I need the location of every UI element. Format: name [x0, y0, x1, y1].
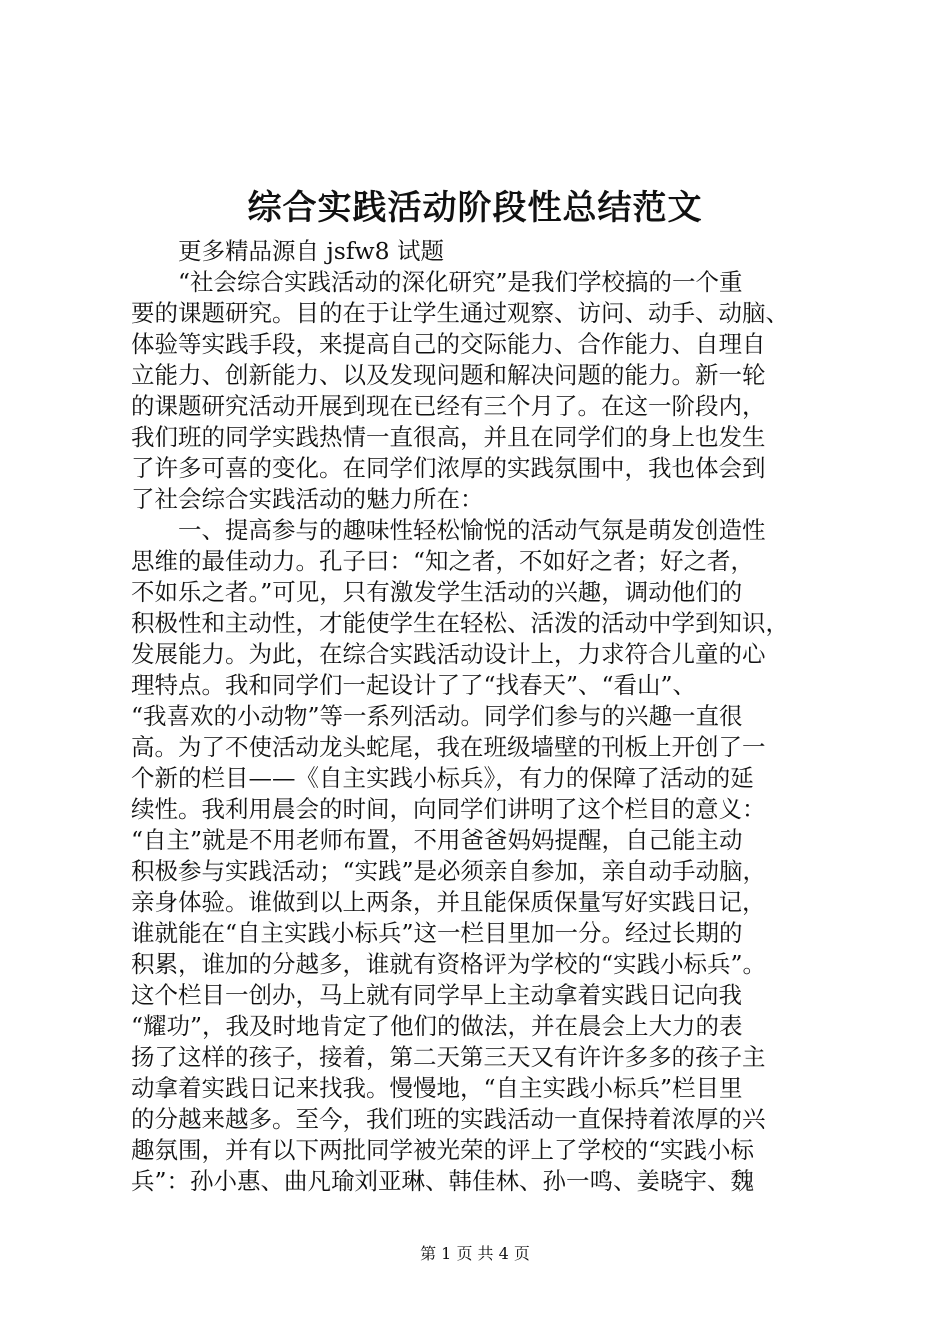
body-line: 的分越来越多。至今，我们班的实践活动一直保持着浓厚的兴	[131, 1105, 766, 1133]
body-line: 体验等实践手段，来提高自己的交际能力、合作能力、自理自	[131, 330, 766, 358]
body-line: 亲身体验。谁做到以上两条，并且能保质保量写好实践日记，	[131, 888, 766, 916]
body-line: 思维的最佳动力。孔子曰：“知之者，不如好之者；好之者，	[131, 547, 755, 575]
body-line: 了许多可喜的变化。在同学们浓厚的实践氛围中，我也体会到	[131, 454, 766, 482]
body-line: 的课题研究活动开展到现在已经有三个月了。在这一阶段内，	[131, 392, 766, 420]
body-line: 积累，谁加的分越多，谁就有资格评为学校的“实践小标兵”。	[131, 950, 767, 978]
body-line: 积极性和主动性，才能使学生在轻松、活泼的活动中学到知识，	[131, 609, 789, 637]
body-line: 趣氛围，并有以下两批同学被光荣的评上了学校的“实践小标	[131, 1136, 755, 1164]
body-line: 发展能力。为此，在综合实践活动设计上，力求符合儿童的心	[131, 640, 766, 668]
body-line: 扬了这样的孩子，接着，第二天第三天又有许许多多的孩子主	[131, 1043, 766, 1071]
body-line: 理特点。我和同学们一起设计了了“找春天”、“看山”、	[131, 671, 697, 699]
body-line: 兵”：孙小惠、曲凡瑜刘亚琳、韩佳林、孙一鸣、姜晓宇、魏	[131, 1167, 755, 1195]
body-line: 个新的栏目——《自主实践小标兵》，有力的保障了活动的延	[131, 764, 754, 792]
body-line: 高。为了不使活动龙头蛇尾，我在班级墙壁的刊板上开创了一	[131, 733, 766, 761]
body-line: 谁就能在“自主实践小标兵”这一栏目里加一分。经过长期的	[131, 919, 743, 947]
body-line: “我喜欢的小动物”等一系列活动。同学们参与的兴趣一直很	[131, 702, 743, 730]
body-line: 了社会综合实践活动的魅力所在：	[131, 485, 484, 513]
body-line: “社会综合实践活动的深化研究”是我们学校搞的一个重	[131, 268, 743, 296]
body-line: 要的课题研究。目的在于让学生通过观察、访问、动手、动脑、	[131, 299, 789, 327]
body-line: “耀功”，我及时地肯定了他们的做法，并在晨会上大力的表	[131, 1012, 743, 1040]
body-line: 更多精品源自 jsfw8 试题	[131, 237, 445, 265]
body-line: “自主”就是不用老师布置，不用爸爸妈妈提醒，自己能主动	[131, 826, 743, 854]
page-footer: 第 1 页 共 4 页	[420, 1244, 530, 1263]
body-line: 一、提高参与的趣味性轻松愉悦的活动气氛是萌发创造性	[131, 516, 766, 544]
body-line: 续性。我利用晨会的时间，向同学们讲明了这个栏目的意义：	[131, 795, 766, 823]
document-body	[131, 236, 841, 1197]
body-line: 这个栏目一创办，马上就有同学早上主动拿着实践日记向我	[131, 981, 742, 1009]
body-line: 我们班的同学实践热情一直很高，并且在同学们的身上也发生	[131, 423, 766, 451]
body-line: 不如乐之者。”可见，只有激发学生活动的兴趣，调动他们的	[131, 578, 743, 606]
body-line: 动拿着实践日记来找我。慢慢地，“自主实践小标兵”栏目里	[131, 1074, 743, 1102]
body-line: 立能力、创新能力、以及发现问题和解决问题的能力。新一轮	[131, 361, 766, 389]
document-title: 综合实践活动阶段性总结范文	[247, 188, 703, 228]
body-line: 积极参与实践活动；“实践”是必须亲自参加，亲自动手动脑，	[131, 857, 767, 885]
